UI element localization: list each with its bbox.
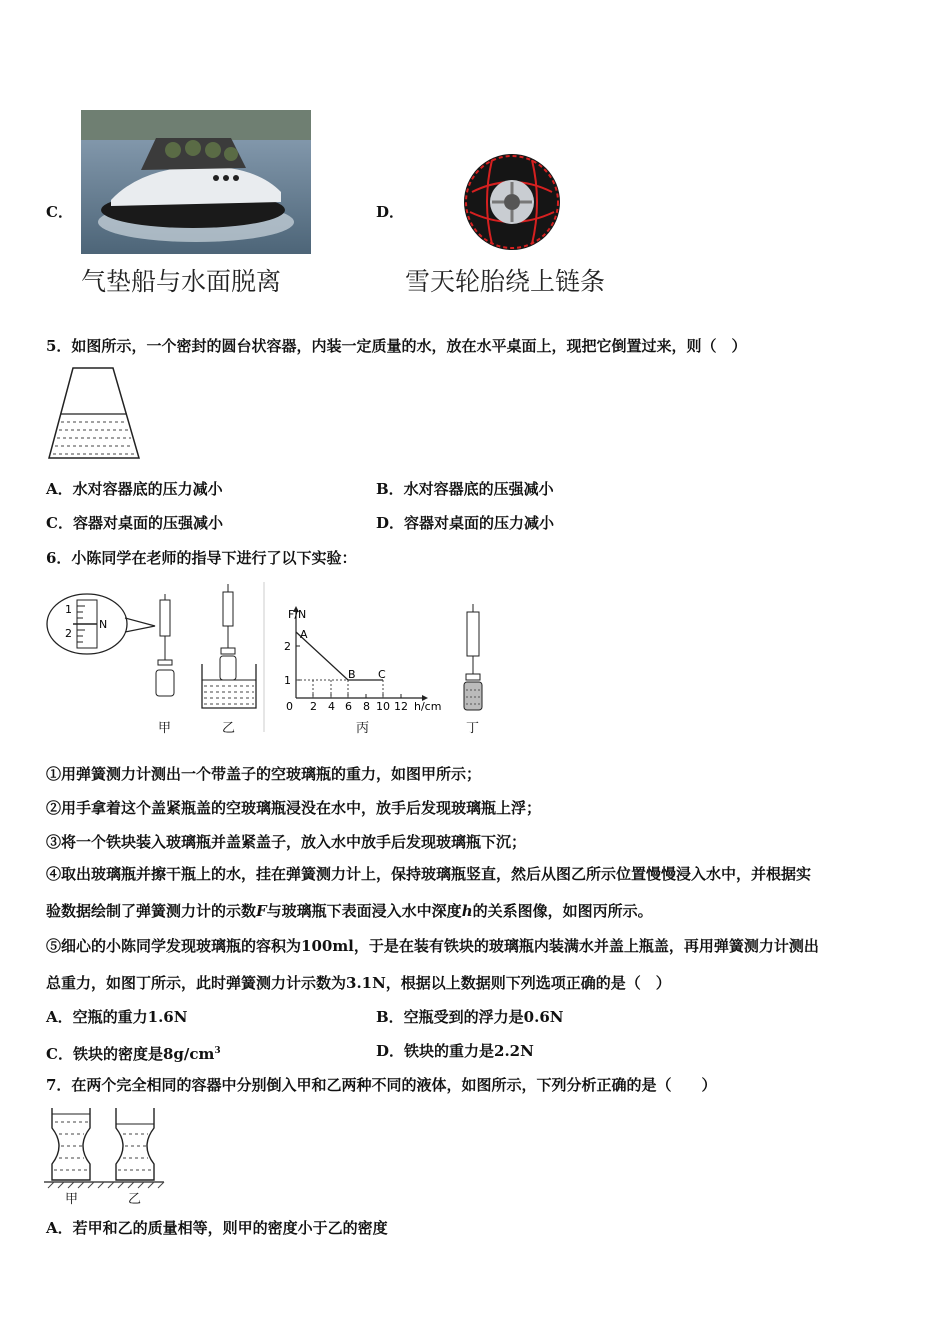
hovercraft-photo bbox=[81, 110, 311, 254]
figure-ding bbox=[458, 602, 488, 714]
tire-chain-photo bbox=[462, 152, 562, 252]
graph-x-tick-6: 6 bbox=[345, 700, 352, 713]
q5-option-c: C．容器对桌面的压强减小 bbox=[46, 514, 223, 532]
q5-stem: 5．如图所示，一个密封的圆台状容器，内装一定质量的水，放在水平桌面上，现把它倒置过来，则（ ） bbox=[46, 337, 747, 355]
figure-ding-label: 丁 bbox=[466, 721, 480, 736]
gauge-label-2: 2 bbox=[65, 627, 72, 640]
gauge-unit: N bbox=[99, 618, 108, 631]
gauge-label-1: 1 bbox=[65, 603, 72, 616]
option-c-caption: 气垫船与水面脱离 bbox=[81, 267, 282, 296]
graph-y-tick-2: 2 bbox=[284, 640, 291, 653]
graph-x-label: h/cm bbox=[414, 700, 442, 713]
option-d-label: D． bbox=[376, 203, 405, 221]
figure-yi bbox=[198, 582, 260, 712]
q6-step-3: ③将一个铁块装入玻璃瓶并盖紧盖子，放入水中放手后发现玻璃瓶下沉； bbox=[46, 833, 527, 851]
q6-step-5b: 总重力，如图丁所示，此时弹簧测力计示数为3.1N，根据以上数据则下列选项正确的是（ ） bbox=[46, 974, 671, 992]
figure-bing-label: 丙 bbox=[356, 721, 370, 736]
graph-x-tick-2: 2 bbox=[310, 700, 317, 713]
q6-option-d: D．铁块的重力是2.2N bbox=[376, 1042, 534, 1060]
figure-jia bbox=[45, 582, 195, 702]
q6-step-5a: ⑤细心的小陈同学发现玻璃瓶的容积为100ml，于是在装有铁块的玻璃瓶内装满水并盖上瓶盖，再用弹簧测力计测出 bbox=[46, 937, 819, 955]
two-containers-figure bbox=[44, 1104, 168, 1190]
graph-point-b: B bbox=[348, 668, 356, 681]
q6-stem: 6．小陈同学在老师的指导下进行了以下实验： bbox=[46, 549, 357, 567]
graph-point-c: C bbox=[378, 668, 386, 681]
graph-x-tick-8: 8 bbox=[363, 700, 370, 713]
graph-y-tick-1: 1 bbox=[284, 674, 291, 687]
q6-option-c: C．铁块的密度是$8g/cm^3$ bbox=[46, 1045, 221, 1063]
figure-bing-graph bbox=[262, 582, 452, 732]
q7-option-a: A．若甲和乙的质量相等，则甲的密度小于乙的密度 bbox=[46, 1219, 388, 1237]
frustum-container-figure bbox=[45, 366, 143, 462]
q5-option-b: B．水对容器底的压强减小 bbox=[376, 480, 554, 498]
graph-x-tick-4: 4 bbox=[328, 700, 335, 713]
q6-option-b: B．空瓶受到的浮力是0.6N bbox=[376, 1008, 564, 1026]
graph-x-tick-0: 0 bbox=[286, 700, 293, 713]
figure-yi-label: 乙 bbox=[222, 721, 236, 736]
q7-stem: 7．在两个完全相同的容器中分别倒入甲和乙两种不同的液体，如图所示，下列分析正确的是（ ） bbox=[46, 1076, 717, 1094]
q7-label-jia: 甲 bbox=[65, 1192, 79, 1207]
option-d-caption: 雪天轮胎绕上链条 bbox=[405, 267, 606, 296]
figure-jia-label: 甲 bbox=[158, 721, 172, 736]
option-c-label: C． bbox=[46, 203, 73, 221]
q6-step-4b: 验数据绘制了弹簧测力计的示数F与玻璃瓶下表面浸入水中深度h的关系图像，如图丙所示。 bbox=[46, 902, 653, 920]
graph-x-tick-12: 12 bbox=[394, 700, 408, 713]
q5-option-d: D．容器对桌面的压力减小 bbox=[376, 514, 555, 532]
q6-step-4a: ④取出玻璃瓶并擦干瓶上的水，挂在弹簧测力计上，保持玻璃瓶竖直，然后从图乙所示位置慢慢浸入水中，并根据实 bbox=[46, 865, 812, 883]
q6-option-a: A．空瓶的重力1.6N bbox=[46, 1008, 188, 1026]
q5-option-a: A．水对容器底的压力减小 bbox=[46, 480, 223, 498]
q7-label-yi: 乙 bbox=[128, 1192, 142, 1207]
graph-point-a: A bbox=[300, 628, 308, 641]
q6-step-1: ①用弹簧测力计测出一个带盖子的空玻璃瓶的重力，如图甲所示； bbox=[46, 765, 482, 783]
graph-x-tick-10: 10 bbox=[376, 700, 390, 713]
graph-y-label: F/N bbox=[288, 608, 307, 621]
q6-step-2: ②用手拿着这个盖紧瓶盖的空玻璃瓶浸没在水中，放手后发现玻璃瓶上浮； bbox=[46, 799, 542, 817]
